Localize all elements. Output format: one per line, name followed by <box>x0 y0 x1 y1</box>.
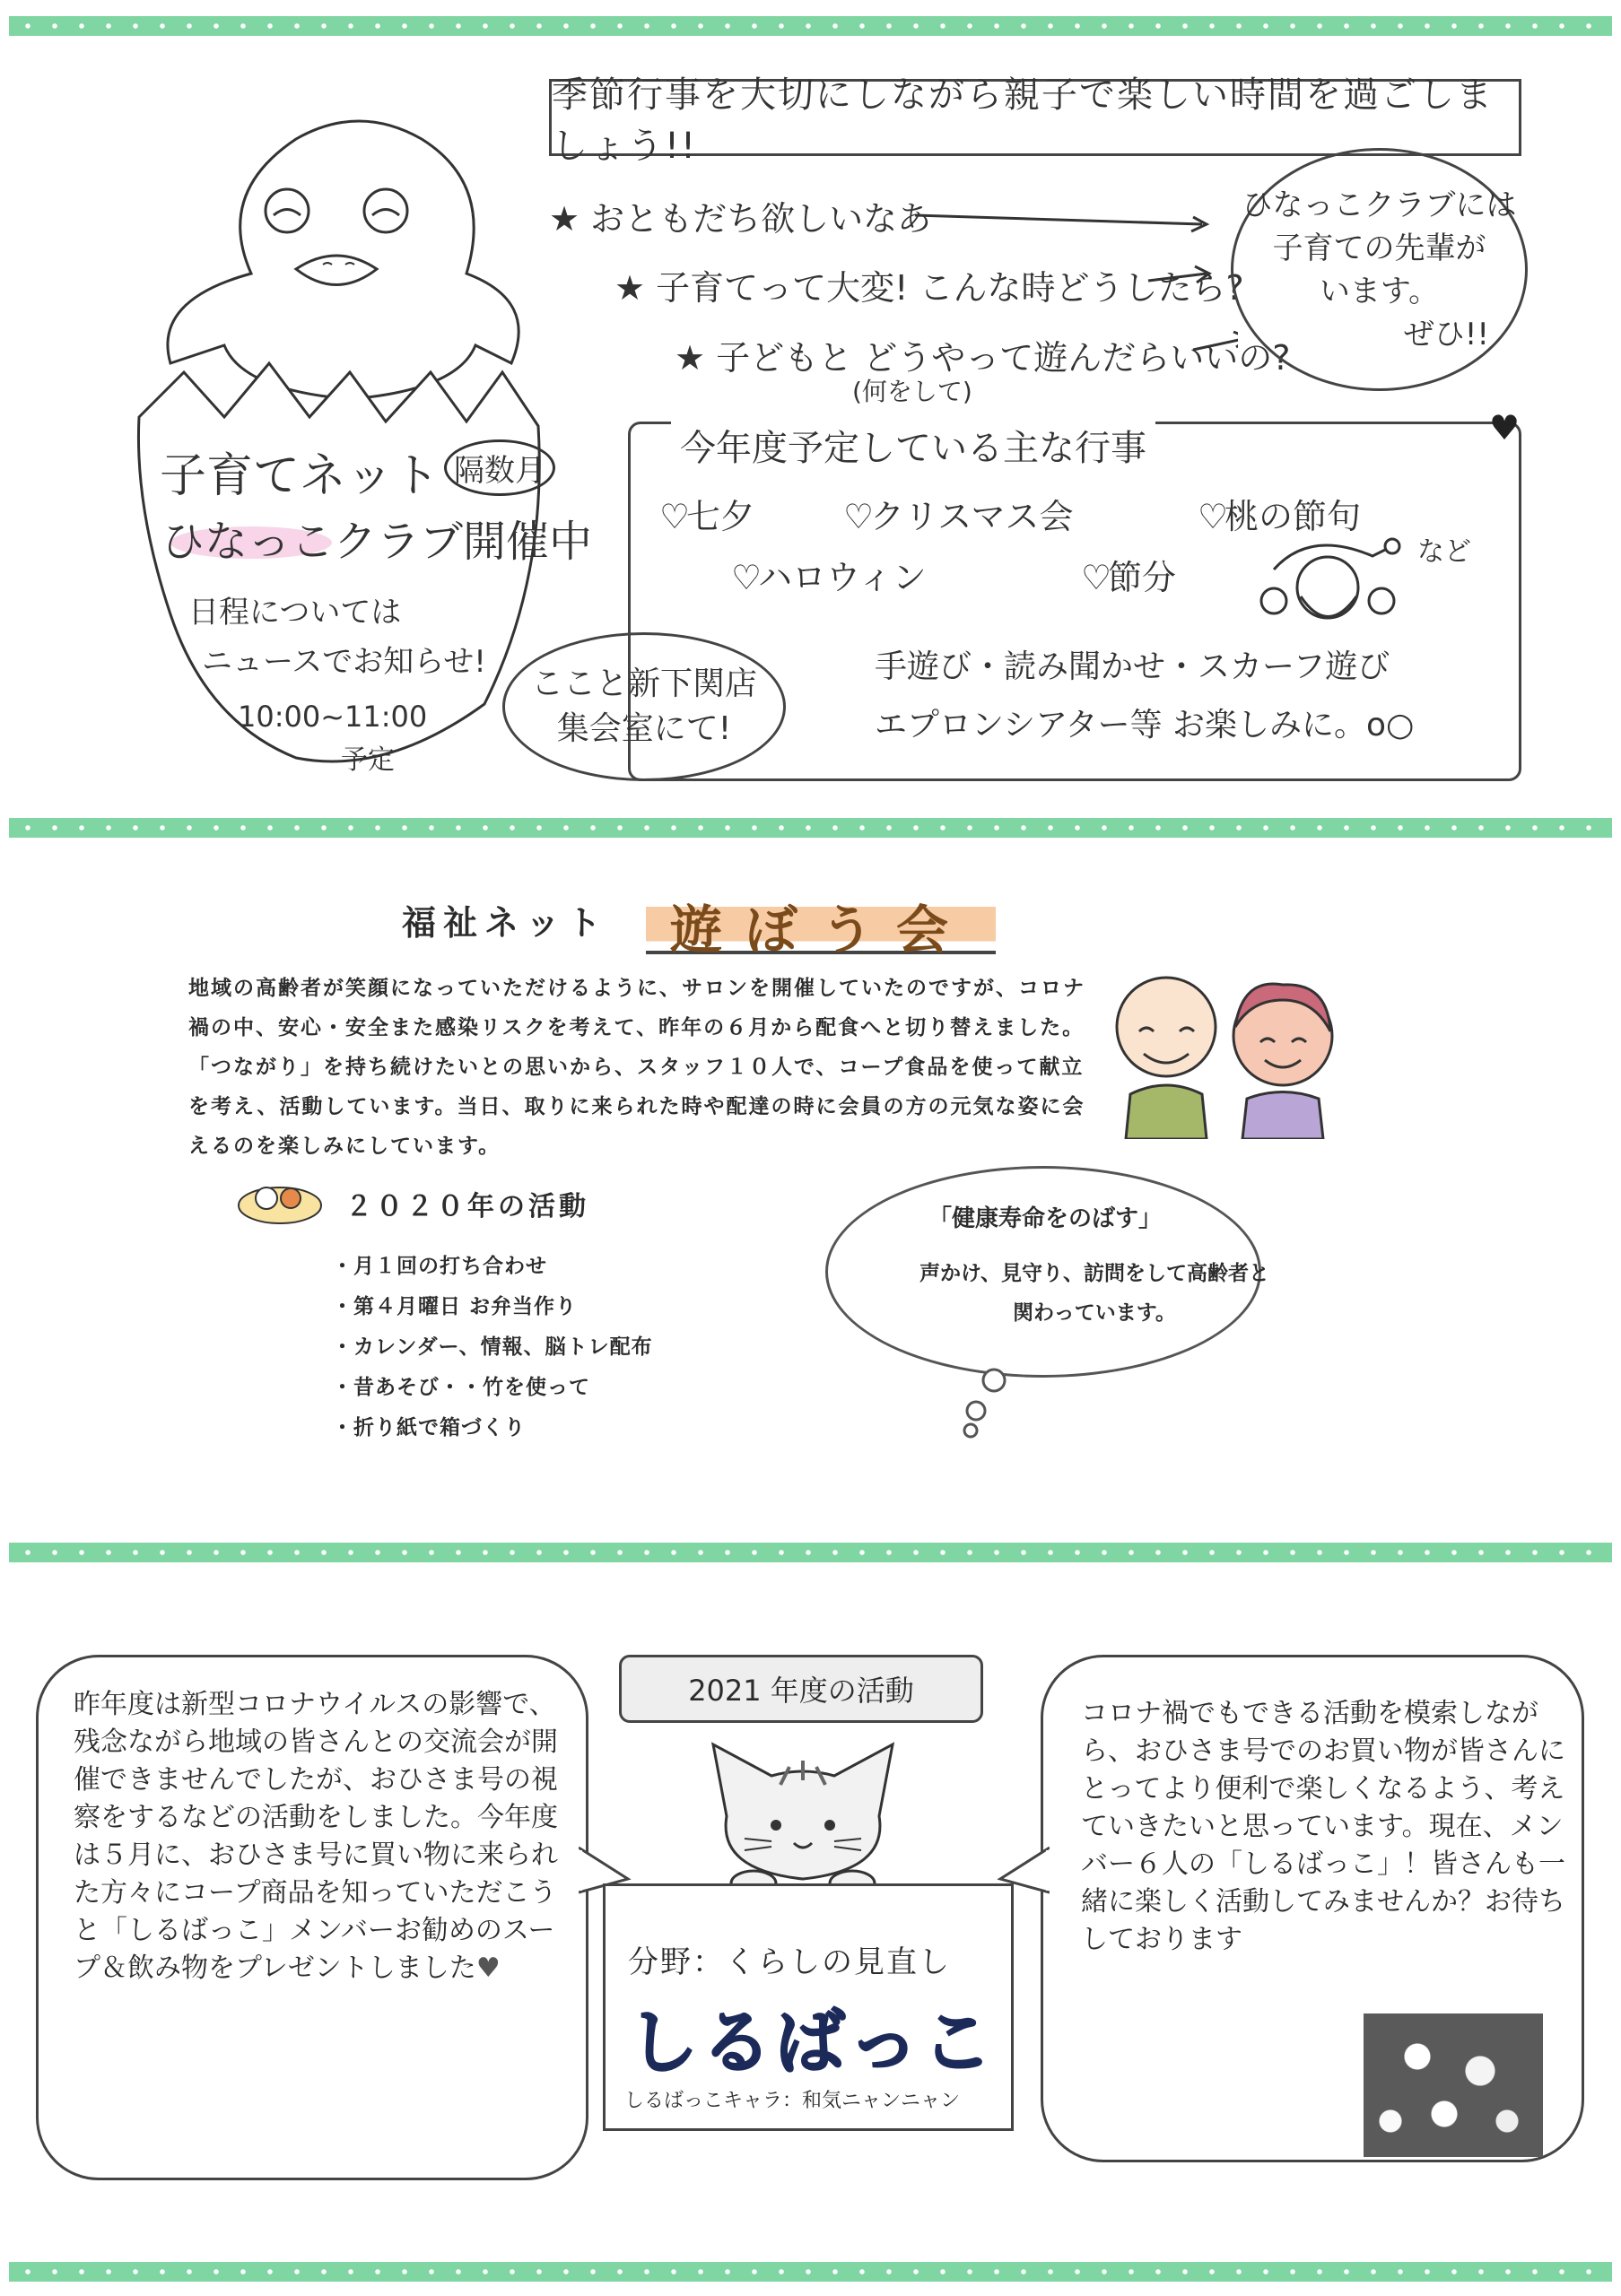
activities-2020-list <box>332 1247 653 1448</box>
wish-1: ★ おともだち欲しいなあ <box>549 199 932 239</box>
activities-2020-title: ２０２０年の活動 <box>345 1191 589 1222</box>
wish-3: ★ 子どもと どうやって遊んだらいいの? <box>675 338 1291 378</box>
list-item: ・カレンダー、情報、脳トレ配布 <box>332 1335 653 1359</box>
wish-3-note: (何をして) <box>852 377 972 406</box>
senpai-line-3: います。 <box>1319 273 1440 309</box>
welfare-label: 福祉ネット <box>402 903 609 943</box>
health-title: 「健康寿命をのばす」 <box>928 1205 1163 1232</box>
event-christmas: ♡クリスマス会 <box>843 497 1074 536</box>
event-halloween: ♡ハロウィン <box>731 558 927 597</box>
event-momo: ♡桃の節句 <box>1198 497 1362 536</box>
wish-2: ★ 子育てって大変! こんな時どうしたら? <box>614 268 1244 308</box>
welfare-group-name: 遊ぼう会 <box>646 888 996 954</box>
seasonal-title-box <box>549 74 1521 167</box>
heart-icon: ♥ <box>1489 408 1521 448</box>
health-text: 声かけ、見守り、訪問をして高齢者と関わっています。 <box>919 1262 1270 1325</box>
cat-mascot-illustration <box>700 1735 906 1897</box>
seasonal-title: 季節行事を大切にしながら親子で楽しい時間を過ごしましょう!! <box>552 74 1494 167</box>
list-item: ・昔あそび・・竹を使って <box>332 1376 590 1399</box>
egg-schedule-2: ニュースでお知らせ! <box>202 644 486 680</box>
senpai-line-1: ひなっこクラブには <box>1242 187 1517 223</box>
group-name-title: しるばっこ <box>628 2003 997 2083</box>
divider-band-2 <box>9 1543 1612 1562</box>
egg-schedule-1: 日程については <box>188 595 402 631</box>
events-title: 今年度予定している主な行事 <box>671 420 1155 471</box>
heart-outline-icon: ♡ <box>659 497 691 536</box>
senpai-line-2: 子育ての先輩が <box>1272 230 1486 266</box>
heart-icon: ♥ <box>475 1952 501 1984</box>
event-setsubun: ♡節分 <box>1081 558 1177 597</box>
egg-time: 10:00~11:00 <box>238 700 428 734</box>
character-label: しるばっこキャラ：和気ニャンニャン <box>624 2090 961 2112</box>
meeting-line-1: ここと新下関店 <box>530 665 757 702</box>
senpai-bubble <box>1231 148 1528 391</box>
events-etc: など <box>1417 536 1471 568</box>
heart-outline-icon: ♡ <box>731 558 763 597</box>
right-bubble-text: コロナ禍でもできる活動を模索しながら、おひさま号でのお買い物が皆さんにとってより便利で楽しくなるよう、考えていきたいと思っています。現在、メンバー６人の「しるばっこ」！皆さんも一緒に楽しく活動してみませんか？お待ちしております <box>1081 1698 1565 1955</box>
welfare-description: 地域の高齢者が笑顔になっていただけるように、サロンを開催していたのですが、コロナ禍の中、安心・安全また感染リスクを考えて、昨年の６月から配食へと切り替えました。「つながり」を持ち続けたいとの思いから、スタッフ１０人で、コープ食品を使って献立を考え、活動しています。当日、取りに来られた時や配達の時に会員の方の元気な姿に会えるのを楽しみにしています。 <box>188 977 1085 1158</box>
activities-line-2: エプロンシアター等 お楽しみに。o○ <box>875 707 1415 744</box>
senpai-line-4: ぜひ!! <box>1403 316 1489 352</box>
event-tanabata: ♡七夕 <box>659 497 755 536</box>
flower-photo <box>1364 2013 1543 2157</box>
heart-outline-icon: ♡ <box>1198 497 1229 536</box>
left-bubble-text: 昨年度は新型コロナウイルスの影響で、残念ながら地域の皆さんとの交流会が開催できませんでしたが、おひさま号の視察をするなどの活動をしました。今年度は５月に、おひさま号に買い物に来られた方々にコープ商品を知っていただこうと「しるばっこ」メンバーお勧めのスープ＆飲み物をプレゼントしました♥ <box>74 1689 558 1984</box>
elderly-couple-illustration <box>1099 960 1359 1139</box>
list-item: ・月１回の打ち合わせ <box>332 1255 547 1278</box>
activities-line-1: 手遊び・読み聞かせ・スカーフ遊び <box>875 648 1390 685</box>
field-label: 分野：くらしの見直し <box>628 1944 951 1980</box>
divider-band-1 <box>9 818 1612 838</box>
santa-icon <box>1256 534 1408 632</box>
heart-outline-icon: ♡ <box>1081 558 1112 597</box>
list-item: ・第４月曜日 お弁当作り <box>332 1295 578 1318</box>
bento-icon <box>235 1173 325 1227</box>
wish-arrows <box>906 202 1238 381</box>
meeting-place-bubble <box>502 632 786 781</box>
meeting-line-2: 集会室にて! <box>556 710 732 747</box>
divider-band-bottom <box>9 2262 1612 2282</box>
egg-badge: 隔数月 <box>444 439 555 496</box>
heart-outline-icon: ♡ <box>843 497 875 536</box>
egg-time-note: 予定 <box>341 744 395 776</box>
year-badge: 2021 年度の活動 <box>619 1655 983 1723</box>
list-item: ・折り紙で箱づくり <box>332 1416 526 1439</box>
egg-heading-2: ひなっこクラブ開催中 <box>161 517 593 567</box>
egg-heading-1: 子育てネット <box>160 449 440 503</box>
divider-band-top <box>9 16 1612 36</box>
thought-bubble-dots <box>951 1368 1023 1439</box>
